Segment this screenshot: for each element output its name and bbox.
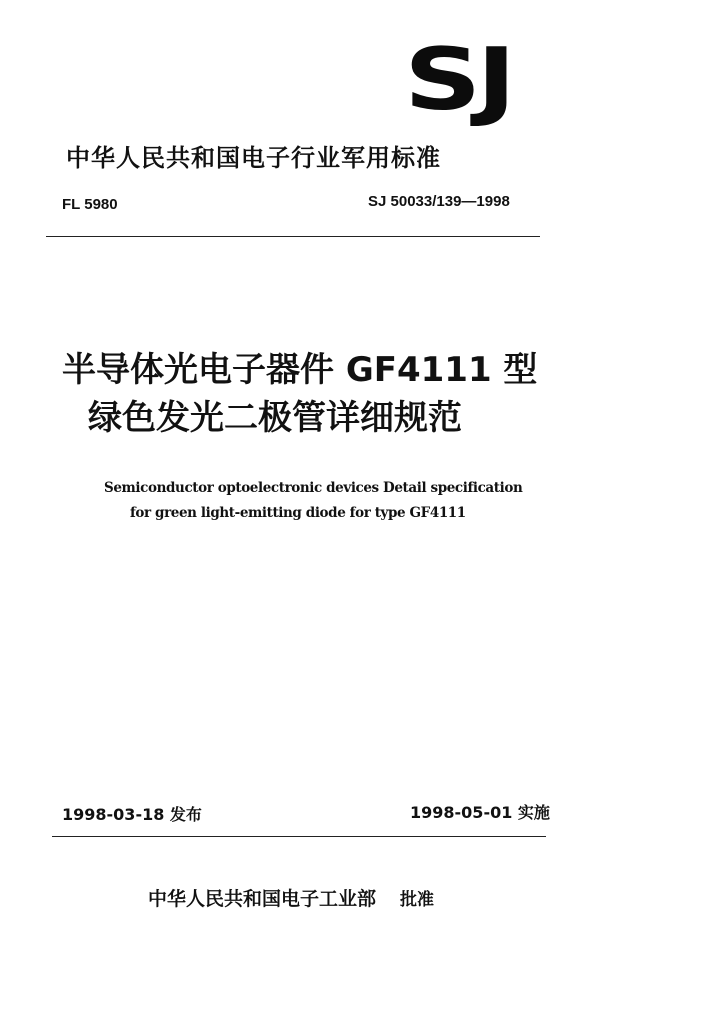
classification-code: FL 5980 [62,196,118,213]
effective-date: 1998-05-01 实施 [410,803,550,822]
chinese-title-line-2: 绿色发光二极管详细规范 [88,398,462,438]
issue-date: 1998-03-18 发布 [62,805,202,824]
standard-category: 中华人民共和国电子行业军用标准 [66,144,441,172]
bottom-divider [52,836,546,837]
approval-line [148,884,434,911]
approval-action: 批准 [400,890,435,910]
chinese-title-line-1: 半导体光电子器件 GF4111 型 [62,350,538,390]
english-title-line-1: Semiconductor optoelectronic devices Detail specification [104,480,523,496]
chinese-title [62,346,622,442]
english-title [104,476,624,526]
top-divider [46,236,540,237]
approving-authority: 中华人民共和国电子工业部 [148,888,377,910]
standard-number: SJ 50033/139—1998 [368,193,510,210]
english-title-line-2: for green light-emitting diode for type GF4111 [130,505,466,521]
sj-logo: SJ [404,30,512,130]
